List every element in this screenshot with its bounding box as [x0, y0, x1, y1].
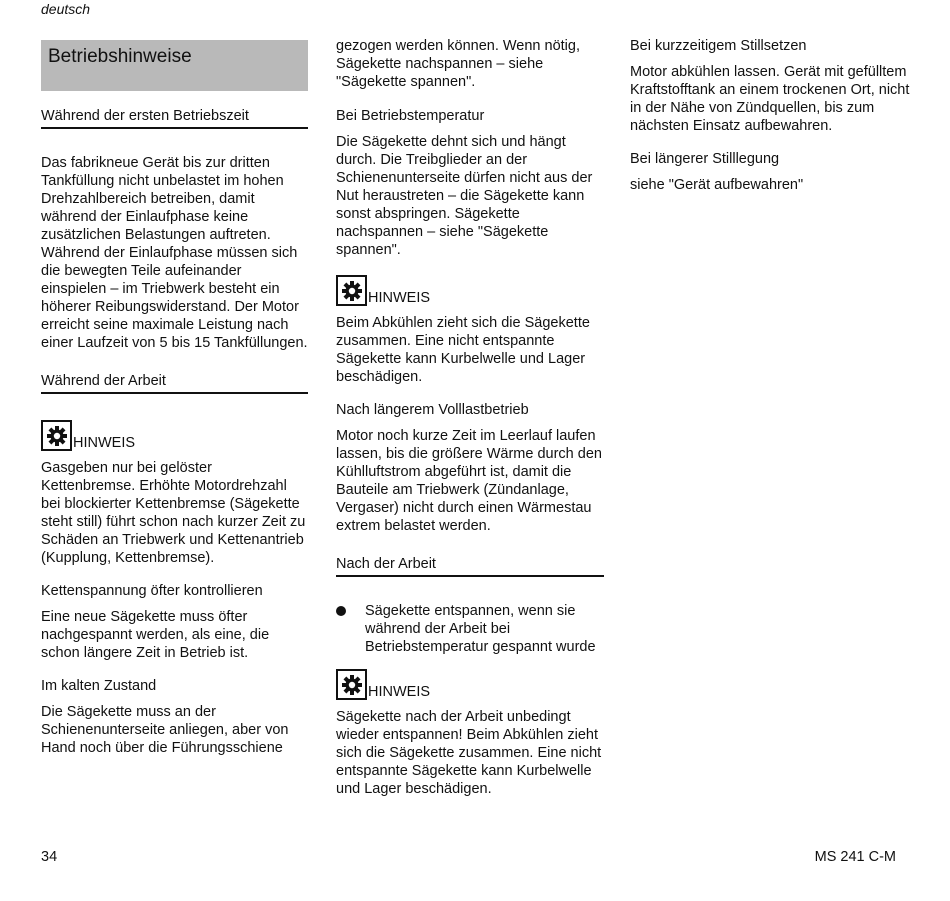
page-number: 34: [41, 849, 58, 865]
subheading-cold-state: Im kalten Zustand: [41, 678, 157, 694]
section-text-first-operation: Das fabrikneue Gerät bis zur dritten Tankfüllung nicht unbelastet im hohen Drehzahlbereich betreiben, damit während der Einlaufphase keine zusätzlichen Belastungen auftreten. Während der Einlaufphase müssen sich die bewegten Teile aufeinander einspielen – im Triebwerk besteht ein höherer Reibungswiderstand. Der Motor erreicht seine maximale Leistung nach einer Laufzeit von 5 bis 15 Tankfüllungen.: [41, 155, 308, 351]
column-1: [41, 37, 308, 757]
notice-text-cooling: Beim Abkühlen zieht sich die Sägekette zusammen. Eine nicht entspannte Sägekette kann Kurbelwelle und Lager beschädigen.: [336, 315, 590, 385]
section-heading-during-work: Während der Arbeit: [41, 372, 308, 394]
notice-cooling: [336, 275, 604, 306]
column-3: [630, 37, 910, 194]
text-long-storage: siehe "Gerät aufbewahren": [630, 177, 804, 193]
subheading-operating-temperature: Bei Betriebstemperatur: [336, 108, 485, 124]
bullet-icon: [336, 606, 346, 616]
column-2: [336, 37, 604, 798]
notice-after-work: [336, 669, 604, 700]
notice-text-after-work: Sägekette nach der Arbeit unbedingt wieder entspannen! Beim Abkühlen zieht sich die Sägekette zusammen. Eine nicht entspannte Sägekette kann Kurbelwelle und Lager beschädigen.: [336, 709, 602, 797]
gear-notice-icon: [336, 275, 367, 306]
subheading-short-stop: Bei kurzzeitigem Stillsetzen: [630, 38, 807, 54]
text-continuation: gezogen werden können. Wenn nötig, Sägekette nachspannen – siehe "Sägekette spannen".: [336, 38, 580, 90]
model-label: MS 241 C-M: [814, 849, 896, 865]
section-heading-first-operation: Während der ersten Betriebszeit: [41, 107, 308, 129]
section-heading-after-work: Nach der Arbeit: [336, 555, 604, 577]
bullet-text: Sägekette entspannen, wenn sie während der Arbeit bei Betriebstemperatur gespannt wurde: [365, 603, 596, 655]
gear-notice-icon: [41, 420, 72, 451]
list-item: [336, 602, 604, 656]
notice-label: HINWEIS: [368, 290, 431, 306]
text-full-load: Motor noch kurze Zeit im Leerlauf laufen lassen, bis die größere Wärme durch den Kühlluftstrom abgeführt ist, damit die Bauteile am Triebwerk (Zündanlage, Vergaser) nicht durch einen Wärmestau extrem belastet werden.: [336, 428, 602, 534]
language-label: deutsch: [41, 1, 91, 17]
notice-during-work: [41, 420, 308, 451]
page-title: Betriebshinweise: [41, 40, 308, 91]
notice-label: HINWEIS: [368, 684, 431, 700]
text-short-stop: Motor abkühlen lassen. Gerät mit gefülltem Kraftstofftank an einem trockenen Ort, nicht in der Nähe von Zündquellen, bis zum nächsten Einsatz aufbewahren.: [630, 64, 910, 134]
gear-notice-icon: [336, 669, 367, 700]
subheading-full-load: Nach längerem Volllastbetrieb: [336, 402, 529, 418]
notice-text-during-work: Gasgeben nur bei gelöster Kettenbremse. Erhöhte Motordrehzahl bei blockierter Kettenbremse (Sägekette steht still) führt schon nach kurzer Zeit zu Schäden an Triebwerk und Kettenantrieb (Kupplung, Kettenbremse).: [41, 460, 306, 566]
text-chain-tension: Eine neue Sägekette muss öfter nachgespannt werden, als eine, die schon längere Zeit in Betrieb ist.: [41, 609, 270, 661]
subheading-long-storage: Bei längerer Stilllegung: [630, 151, 780, 167]
text-cold-state: Die Sägekette muss an der Schienenunterseite anliegen, aber von Hand noch über die Führungsschiene: [41, 704, 289, 756]
text-operating-temperature: Die Sägekette dehnt sich und hängt durch. Die Treibglieder an der Schienenunterseite dürfen nicht aus der Nut heraustreten – die Sägekette kann sonst abspringen. Sägekette nachspannen – siehe "Sägekette spannen".: [336, 134, 593, 258]
subheading-chain-tension: Kettenspannung öfter kontrollieren: [41, 583, 263, 599]
notice-label: HINWEIS: [73, 435, 136, 451]
